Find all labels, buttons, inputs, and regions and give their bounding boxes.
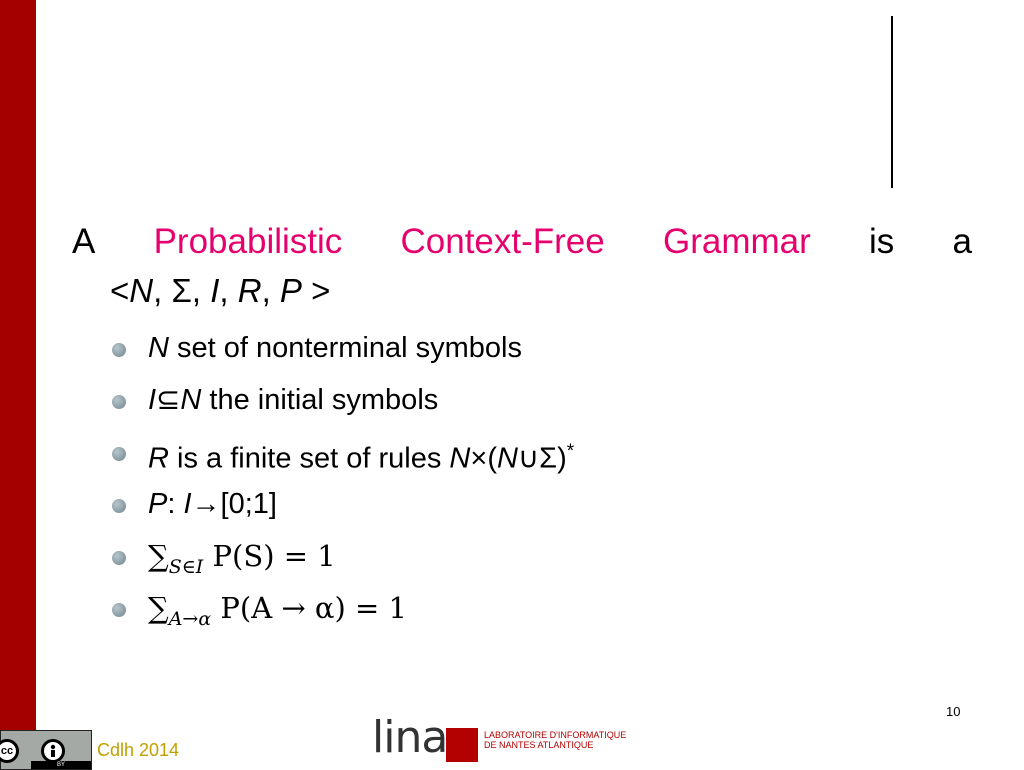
bullet-dot bbox=[112, 343, 126, 357]
cc-icon: cc bbox=[0, 739, 19, 763]
colon: : bbox=[167, 488, 184, 520]
equation: P(S) = 1 bbox=[203, 539, 336, 573]
grammar-tuple bbox=[110, 270, 330, 312]
tuple-p: P bbox=[279, 272, 302, 309]
logo-red-block bbox=[446, 728, 478, 762]
term-probabilistic: Probabilistic bbox=[153, 222, 343, 261]
var-i: I bbox=[148, 384, 157, 416]
paren: ) bbox=[557, 442, 567, 475]
var-n: N bbox=[449, 442, 471, 475]
tuple-sigma: Σ bbox=[171, 272, 192, 309]
tuple-r: R bbox=[237, 272, 262, 309]
logo-wordmark: lina bbox=[372, 712, 448, 763]
page-number: 10 bbox=[946, 704, 961, 719]
kleene-star: * bbox=[566, 441, 575, 462]
tuple-sep: , bbox=[191, 272, 211, 309]
creative-commons-badge bbox=[0, 730, 92, 770]
tuple-i: I bbox=[210, 272, 220, 309]
tuple-close: > bbox=[301, 272, 331, 309]
by-label: BY bbox=[31, 761, 91, 769]
left-accent-bar bbox=[0, 0, 36, 768]
sigma-symbol: Σ bbox=[539, 442, 558, 475]
var-n: N bbox=[148, 332, 169, 364]
lina-logo bbox=[372, 712, 632, 768]
paren: ( bbox=[487, 442, 497, 475]
tuple-sep: , bbox=[153, 272, 172, 309]
bullet-dot bbox=[112, 499, 126, 513]
bullet-dot bbox=[112, 447, 126, 461]
word-a2: a bbox=[952, 222, 972, 261]
vertical-rule bbox=[891, 16, 893, 188]
var-n: N bbox=[180, 384, 202, 416]
sum-symbol: ∑ bbox=[148, 539, 169, 573]
bullet-dot bbox=[112, 395, 126, 409]
var-i: I bbox=[183, 488, 192, 520]
tuple-sep: , bbox=[219, 272, 238, 309]
sum-symbol: ∑ bbox=[148, 591, 169, 625]
var-p: P bbox=[148, 488, 168, 520]
logo-caption bbox=[484, 730, 626, 750]
union-symbol: ∪ bbox=[517, 442, 540, 475]
subset-symbol: ⊆ bbox=[156, 384, 181, 416]
attribution-person-icon bbox=[41, 739, 65, 763]
word-is: is bbox=[868, 222, 895, 261]
definition-line bbox=[72, 220, 972, 264]
logo-caption-line2: DE NANTES ATLANTIQUE bbox=[484, 740, 594, 750]
author-credit: Cdlh 2014 bbox=[97, 740, 180, 760]
bullet-text: set of nonterminal symbols bbox=[168, 332, 522, 364]
tuple-n: N bbox=[129, 272, 154, 309]
word-a: A bbox=[72, 222, 96, 261]
tuple-sep: , bbox=[261, 272, 280, 309]
bullet-dot bbox=[112, 603, 126, 617]
times-symbol: × bbox=[470, 442, 488, 475]
bullet-text: the initial symbols bbox=[201, 384, 439, 416]
equation: P(A → α) = 1 bbox=[211, 591, 407, 625]
sum-subscript: S∈I bbox=[168, 555, 204, 578]
tuple-open: < bbox=[110, 272, 130, 309]
arrow-symbol: → bbox=[191, 488, 221, 520]
var-r: R bbox=[148, 442, 169, 475]
sum-subscript: A→α bbox=[168, 607, 212, 630]
bullet-text: is a finite set of rules bbox=[168, 442, 450, 475]
term-context-free: Context-Free bbox=[400, 222, 605, 261]
term-grammar: Grammar bbox=[662, 222, 811, 261]
interval: [0;1] bbox=[220, 488, 277, 520]
var-n: N bbox=[496, 442, 518, 475]
logo-caption-line1: LABORATOIRE D'INFORMATIQUE bbox=[484, 730, 627, 740]
bullet-dot bbox=[112, 551, 126, 565]
